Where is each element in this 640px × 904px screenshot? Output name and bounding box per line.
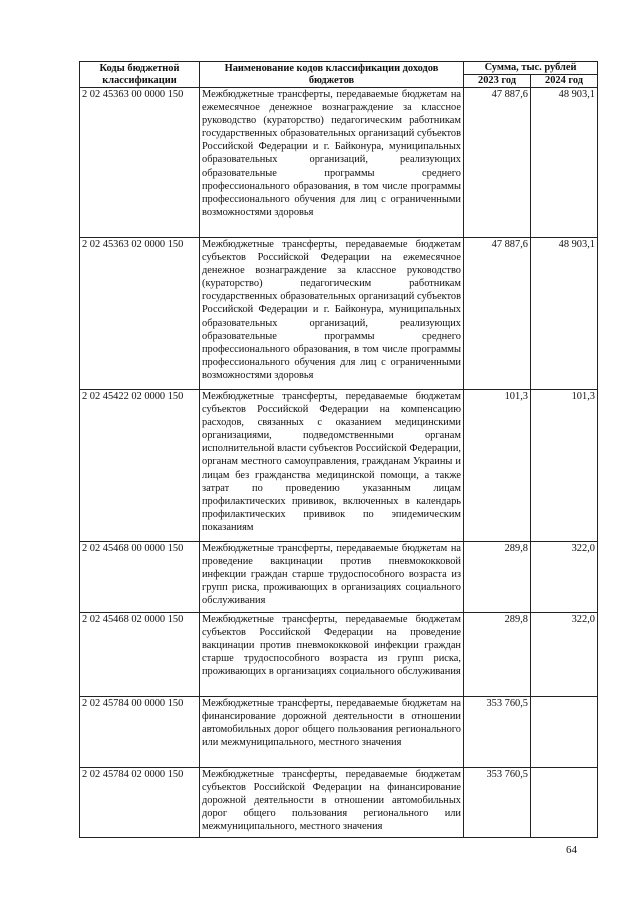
row-name: Межбюджетные трансферты, передаваемые бюджетам субъектов Российской Федерации на финансирование дорожной деятельности в отношении автомобильных дорог общего пользования регионального или межмуниципального, местного значения	[200, 768, 464, 838]
header-year-2024: 2024 год	[531, 75, 598, 88]
budget-revenue-table	[79, 61, 598, 838]
row-name: Межбюджетные трансферты, передаваемые бюджетам субъектов Российской Федерации на ежемесячное денежное вознаграждение за классное руководство (кураторство) педагогическим работникам государственных образовательных организаций субъектов Российской Федерации и г. Байконура, муниципальных образовательных организаций, реализующих образовательные программы среднего профессионального образования, в том числе программы профессионального обучения для лиц с ограниченными возможностями здоровья	[200, 238, 464, 390]
table-row	[80, 390, 598, 542]
row-code: 2 02 45468 00 0000 150	[80, 542, 200, 613]
row-value-2023: 47 887,6	[464, 88, 531, 238]
row-code: 2 02 45784 02 0000 150	[80, 768, 200, 838]
table-header	[80, 62, 598, 88]
row-value-2024	[531, 697, 598, 768]
header-year-2023: 2023 год	[464, 75, 531, 88]
header-sum: Сумма, тыс. рублей	[464, 62, 598, 75]
row-value-2024: 322,0	[531, 542, 598, 613]
row-code: 2 02 45363 02 0000 150	[80, 238, 200, 390]
table-row	[80, 238, 598, 390]
row-value-2023: 289,8	[464, 542, 531, 613]
row-name: Межбюджетные трансферты, передаваемые бюджетам на ежемесячное денежное вознаграждение за классное руководство (кураторство) педагогическим работникам государственных образовательных организаций субъектов Российской Федерации и г. Байконура, муниципальных образовательных организаций, реализующих образовательные программы среднего профессионального образования, в том числе программы профессионального обучения для лиц с ограниченными возможностями здоровья	[200, 88, 464, 238]
row-value-2024: 101,3	[531, 390, 598, 542]
page-number: 64	[566, 844, 577, 856]
row-value-2023: 289,8	[464, 613, 531, 697]
row-code: 2 02 45784 00 0000 150	[80, 697, 200, 768]
table-row	[80, 697, 598, 768]
row-name: Межбюджетные трансферты, передаваемые бюджетам субъектов Российской Федерации на компенсацию расходов, связанных с оказанием медицинскими организациями, подведомственными органам исполнительной власти субъектов Российской Федерации, органам местного самоуправления, гражданам Украины и лицам без гражданства медицинской помощи, а также затрат по проведению указанным лицам профилактических прививок, включенных в календарь профилактических прививок по эпидемическим показаниям	[200, 390, 464, 542]
row-name: Межбюджетные трансферты, передаваемые бюджетам на финансирование дорожной деятельности в отношении автомобильных дорог общего пользования регионального или межмуниципального, местного значения	[200, 697, 464, 768]
header-codes: Коды бюджетной классификации	[80, 62, 200, 88]
row-name: Межбюджетные трансферты, передаваемые бюджетам на проведение вакцинации против пневмококковой инфекции граждан старше трудоспособного возраста из групп риска, проживающих в организациях социального обслуживания	[200, 542, 464, 613]
row-value-2024: 48 903,1	[531, 238, 598, 390]
row-value-2023: 101,3	[464, 390, 531, 542]
row-value-2024: 322,0	[531, 613, 598, 697]
row-value-2024: 48 903,1	[531, 88, 598, 238]
table-row	[80, 88, 598, 238]
table-row	[80, 613, 598, 697]
row-code: 2 02 45468 02 0000 150	[80, 613, 200, 697]
row-value-2023: 353 760,5	[464, 768, 531, 838]
table-row	[80, 542, 598, 613]
header-names: Наименование кодов классификации доходов бюджетов	[200, 62, 464, 88]
row-code: 2 02 45363 00 0000 150	[80, 88, 200, 238]
table-row	[80, 768, 598, 838]
row-value-2023: 353 760,5	[464, 697, 531, 768]
row-code: 2 02 45422 02 0000 150	[80, 390, 200, 542]
row-value-2023: 47 887,6	[464, 238, 531, 390]
row-name: Межбюджетные трансферты, передаваемые бюджетам субъектов Российской Федерации на проведение вакцинации против пневмококковой инфекции граждан старше трудоспособного возраста из групп риска, проживающих в организациях социального обслуживания	[200, 613, 464, 697]
row-value-2024	[531, 768, 598, 838]
table-body	[80, 88, 598, 838]
